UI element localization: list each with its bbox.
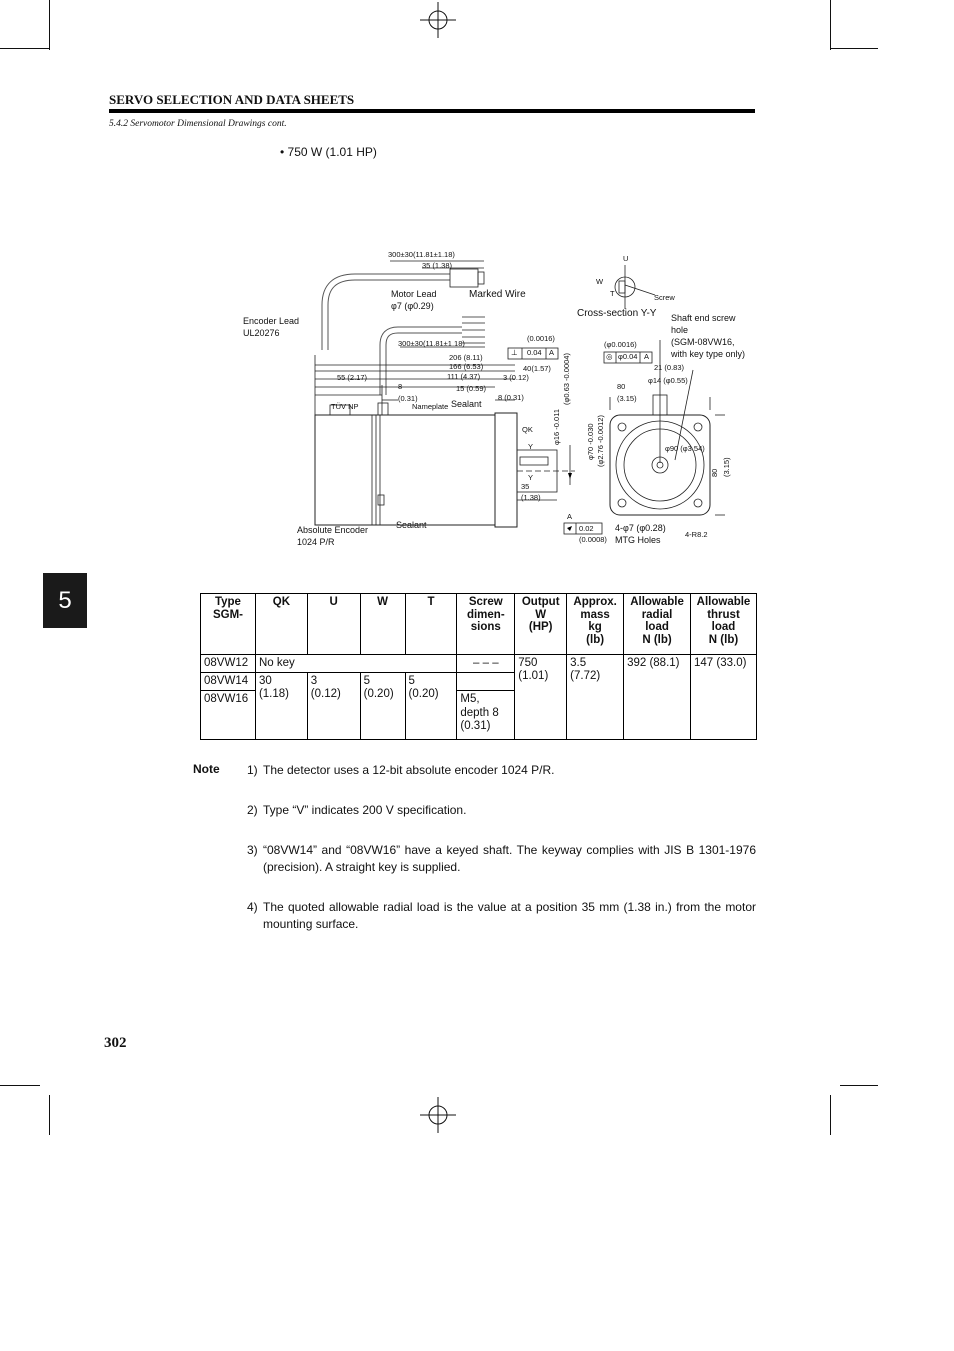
header-qk: QK xyxy=(255,594,307,655)
label-r82: 4-R8.2 xyxy=(685,530,708,539)
label-screw: Screw xyxy=(654,293,675,302)
note-item xyxy=(247,899,756,933)
label-tuv: TÜV NP xyxy=(331,402,359,411)
cell-screw-m5: M5, depth 8 (0.31) xyxy=(457,691,515,740)
label-sealant-bottom: Sealant xyxy=(396,520,427,530)
label-motor-lead: Motor Lead xyxy=(391,289,437,299)
note-text: The detector uses a 12-bit absolute encoder 1024 P/R. xyxy=(263,763,555,777)
cell-no-key: No key xyxy=(255,655,456,673)
dim-spigot-dia-inch: (φ2.76 -0.0012) xyxy=(596,415,605,467)
perpendicularity-datum: A xyxy=(549,348,555,357)
model-heading: • 750 W (1.01 HP) xyxy=(280,145,377,159)
subsection-title: 5.4.2 Servomotor Dimensional Drawings cont. xyxy=(109,119,287,129)
label-marked-wire: Marked Wire xyxy=(469,289,526,300)
dim-15: 15 (0.59) xyxy=(456,384,487,393)
label-qk: QK xyxy=(522,425,533,434)
dim-90: φ90 (φ3.54) xyxy=(665,444,705,453)
dim-55: 55 (2.17) xyxy=(337,373,368,382)
header-type: Type SGM- xyxy=(201,594,256,655)
label-u: U xyxy=(623,254,629,263)
label-mtg-holes-b: MTG Holes xyxy=(615,535,661,545)
label-encoder-lead-type: UL20276 xyxy=(243,328,280,338)
perpendicularity-inch: (0.0016) xyxy=(527,334,555,343)
cell-type: 08VW14 xyxy=(201,673,256,691)
concentricity-datum: A xyxy=(644,352,650,361)
cell-screw-none: – – – xyxy=(457,655,515,673)
perpendicularity-symbol: ⊥ xyxy=(511,348,518,357)
label-y-top: Y xyxy=(528,442,534,451)
cell-w: 5 (0.20) xyxy=(360,673,405,740)
header-screw: Screw dimen- sions xyxy=(457,594,515,655)
dim-80-vertical: 80 xyxy=(710,468,719,477)
dimensional-drawing xyxy=(230,245,760,555)
dim-14: φ14 (φ0.55) xyxy=(648,376,688,385)
label-y-bottom: Y xyxy=(528,473,534,482)
label-encoder-resolution: 1024 P/R xyxy=(297,537,335,547)
dim-35: 35 xyxy=(521,482,530,491)
dim-8-inch: (0.31) xyxy=(398,394,418,403)
dim-35-inch: (1.38) xyxy=(521,493,541,502)
header-output: Output W (HP) xyxy=(515,594,567,655)
note-number: 4) xyxy=(247,900,258,914)
dim-3: 3 (0.12) xyxy=(503,373,529,382)
cell-output: 750 (1.01) xyxy=(515,655,567,740)
label-shaft-screw-model: (SGM-08VW16, xyxy=(671,337,735,347)
dim-encoder-connector: 35 (1.38) xyxy=(422,261,453,270)
label-motor-lead-dia: φ7 (φ0.29) xyxy=(391,301,434,311)
header-radial: Allowable radial load N (lb) xyxy=(624,594,691,655)
dim-shaft-dia-inch: (φ0.63 -0.0004) xyxy=(562,353,571,405)
label-t: T xyxy=(610,289,615,298)
label-shaft-screw-note: with key type only) xyxy=(671,349,746,359)
dim-206: 206 (8.11) xyxy=(449,353,483,362)
note-number: 2) xyxy=(247,803,258,817)
concentricity-inch: (φ0.0016) xyxy=(604,340,637,349)
label-shaft-screw: Shaft end screw xyxy=(671,313,736,323)
note-item xyxy=(247,842,756,876)
note-heading: Note xyxy=(193,762,220,776)
dim-80-vertical-inch: (3.15) xyxy=(722,457,731,477)
note-text: Type “V” indicates 200 V specification. xyxy=(263,803,467,817)
page-number: 302 xyxy=(104,1035,127,1051)
cell-type: 08VW16 xyxy=(201,691,256,740)
dim-80: 80 xyxy=(617,382,626,391)
cell-u: 3 (0.12) xyxy=(307,673,360,740)
header-rule xyxy=(109,109,755,113)
note-text: “08VW14” and “08VW16” have a keyed shaft. The keyway complies with JIS B 1301-1976 (precision). A straight key is supplied. xyxy=(263,843,756,874)
dim-40: 40(1.57) xyxy=(523,364,551,373)
dim-motor-cable: 300±30(11.81±1.18) xyxy=(398,339,465,348)
perpendicularity-value: 0.04 xyxy=(527,348,542,357)
dim-spigot-dia: φ70 -0.030 xyxy=(586,423,595,460)
dim-8-shaft: 8 (0.31) xyxy=(498,393,524,402)
header-t: T xyxy=(405,594,457,655)
label-cross-section: Cross-section Y-Y xyxy=(577,308,657,319)
note-number: 3) xyxy=(247,843,258,857)
table-row xyxy=(201,655,757,673)
label-encoder-lead: Encoder Lead xyxy=(243,316,300,326)
header-thrust: Allowable thrust load N (lb) xyxy=(691,594,757,655)
concentricity-symbol: ◎ xyxy=(606,352,613,361)
cell-qk: 30 (1.18) xyxy=(255,673,307,740)
spec-table xyxy=(200,593,757,740)
cell-t: 5 (0.20) xyxy=(405,673,457,740)
table-header-row xyxy=(201,594,757,655)
dim-shaft-dia: φ16 -0.011 xyxy=(552,409,561,445)
header-u: U xyxy=(307,594,360,655)
registration-mark-top xyxy=(420,2,456,38)
label-absolute-encoder: Absolute Encoder xyxy=(297,525,369,535)
cell-mass: 3.5 (7.72) xyxy=(567,655,624,740)
dim-8: 8 xyxy=(398,382,403,391)
dim-166: 166 (6.53) xyxy=(449,362,484,371)
note-item xyxy=(247,802,756,819)
chapter-tab: 5 xyxy=(43,573,87,628)
note-item xyxy=(247,762,756,779)
registration-mark-bottom xyxy=(420,1097,456,1133)
note-text: The quoted allowable radial load is the value at a position 35 mm (1.38 in.) from the motor mounting surface. xyxy=(263,900,756,931)
runout-datum: A xyxy=(567,512,573,521)
section-title: SERVO SELECTION AND DATA SHEETS xyxy=(109,92,355,107)
dim-21: 21 (0.83) xyxy=(654,363,685,372)
header-mass: Approx. mass kg (lb) xyxy=(567,594,624,655)
label-w: W xyxy=(596,277,604,286)
cell-screw-blank xyxy=(457,673,515,691)
runout-value: 0.02 xyxy=(579,524,594,533)
dim-encoder-cable: 300±30(11.81±1.18) xyxy=(388,250,455,259)
label-sealant-top: Sealant xyxy=(451,399,482,409)
cell-thrust: 147 (33.0) xyxy=(691,655,757,740)
concentricity-value: φ0.04 xyxy=(618,352,638,361)
label-mtg-holes: 4-φ7 (φ0.28) xyxy=(615,523,666,533)
runout-inch: (0.0008) xyxy=(579,535,607,544)
dim-80-inch: (3.15) xyxy=(617,394,637,403)
note-number: 1) xyxy=(247,763,258,777)
dim-111: 111 (4.37) xyxy=(447,372,481,381)
label-nameplate: Nameplate xyxy=(412,402,449,411)
cell-type: 08VW12 xyxy=(201,655,256,673)
label-shaft-screw-hole: hole xyxy=(671,325,689,335)
cell-radial: 392 (88.1) xyxy=(624,655,691,740)
header-w: W xyxy=(360,594,405,655)
